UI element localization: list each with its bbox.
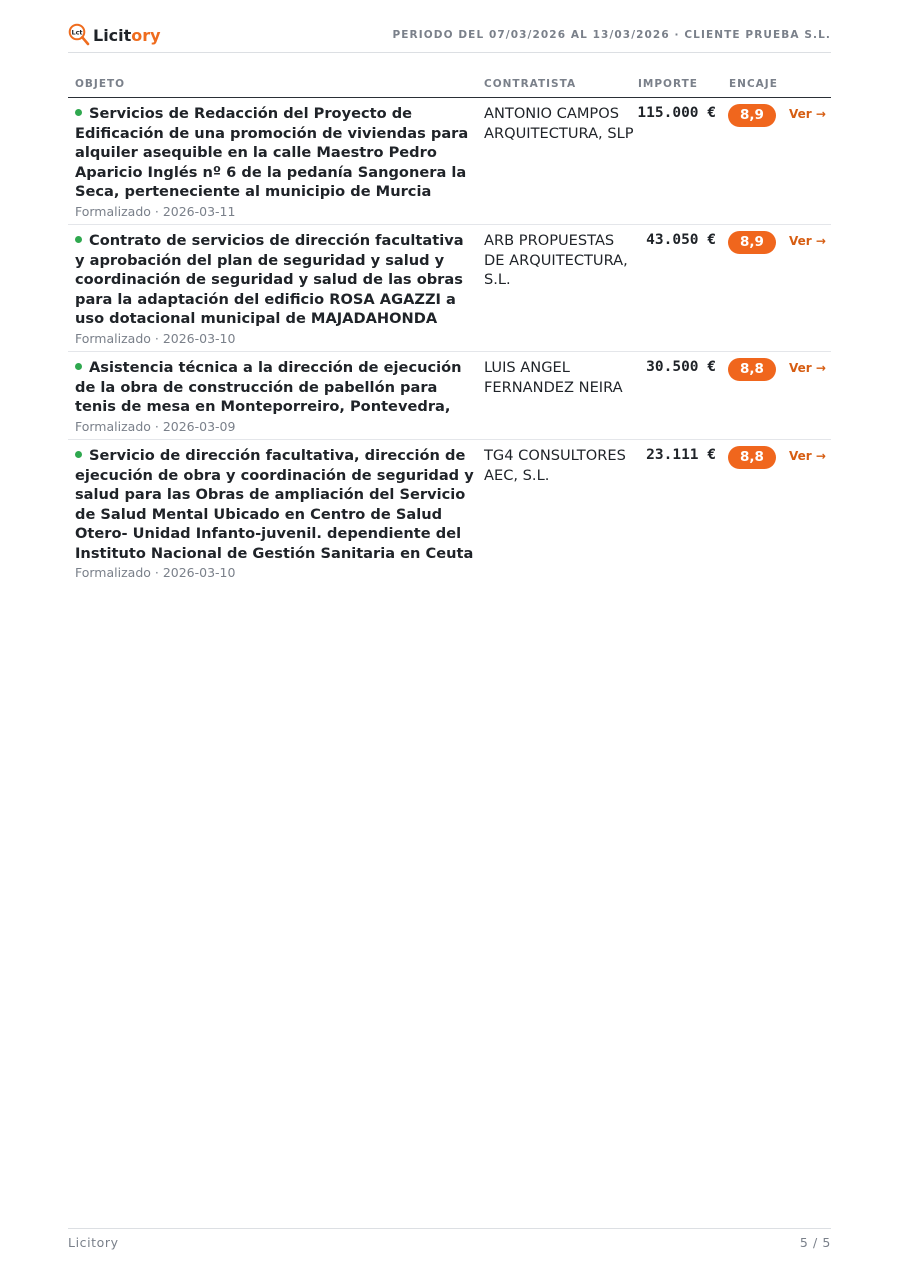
page-number: 5 / 5: [799, 1235, 831, 1250]
report-period: PERIODO DEL 07/03/2026 AL 13/03/2026 · CLIENTE PRUEBA S.L.: [392, 29, 831, 41]
amount-cell: 30.500 €: [646, 359, 716, 375]
column-header-objeto: OBJETO: [75, 78, 126, 90]
table-row: [68, 352, 831, 440]
status-dot-icon: [75, 363, 82, 370]
view-link[interactable]: Ver →: [789, 107, 826, 121]
object-cell: [75, 358, 475, 435]
contractor-cell: ANTONIO CAMPOS ARQUITECTURA, SLP: [484, 105, 634, 142]
contract-title[interactable]: Contrato de servicios de dirección facultativa y aprobación del plan de seguridad y salud y coordinación de seguridad y salud de las obras para la adaptación del edificio ROSA AGAZZI a uso dotacional municipal de MAJADAHONDA: [75, 232, 464, 327]
object-cell: [75, 231, 475, 347]
contract-status-date: Formalizado · 2026-03-10: [75, 565, 236, 580]
fit-score-badge: 8,8: [728, 358, 776, 381]
fit-score-badge: 8,8: [728, 446, 776, 469]
column-header-importe: IMPORTE: [638, 78, 698, 90]
page-header: [68, 22, 831, 53]
object-cell: [75, 104, 475, 220]
contract-title[interactable]: Servicios de Redacción del Proyecto de Edificación de una promoción de viviendas para alquiler asequible en la calle Maestro Pedro Aparicio Inglés nº 6 de la pedanía Sangonera la Seca, perteneciente al municipio de Murcia: [75, 105, 469, 200]
table-row: [68, 225, 831, 352]
table-row: [68, 440, 831, 586]
column-header-encaje: ENCAJE: [729, 78, 778, 90]
fit-score-badge: 8,9: [728, 104, 776, 127]
fit-score-cell: [728, 446, 776, 469]
brand-name: Licitory: [93, 25, 161, 45]
magnifier-logo-icon: [68, 23, 90, 47]
view-link[interactable]: Ver →: [789, 234, 826, 248]
amount-cell: 23.111 €: [646, 447, 716, 463]
column-header-contratista: CONTRATISTA: [484, 78, 577, 90]
contractor-cell: LUIS ANGEL FERNANDEZ NEIRA: [484, 359, 623, 396]
amount-cell: 43.050 €: [646, 232, 716, 248]
contractor-cell: TG4 CONSULTORES AEC, S.L.: [484, 447, 626, 484]
brand-logo[interactable]: [68, 22, 161, 48]
view-link[interactable]: Ver →: [789, 361, 826, 375]
amount-cell: 115.000 €: [637, 105, 716, 121]
contract-title[interactable]: Servicio de dirección facultativa, dirección de ejecución de obra y coordinación de seguridad y salud para las Obras de ampliación del Servicio de Salud Mental Ubicado en Centro de Salud Otero- Unidad Infanto-juvenil. dependiente del Instituto Nacional de Gestión Sanitaria en Ceuta: [75, 447, 474, 562]
status-dot-icon: [75, 451, 82, 458]
contract-status-date: Formalizado · 2026-03-10: [75, 330, 236, 346]
footer-brand: Licitory: [68, 1235, 119, 1250]
page-footer: [68, 1228, 831, 1259]
contractor-cell: ARB PROPUESTAS DE ARQUITECTURA, S.L.: [484, 232, 628, 288]
fit-score-badge: 8,9: [728, 231, 776, 254]
awards-table: [68, 72, 831, 586]
status-dot-icon: [75, 236, 82, 243]
fit-score-cell: [728, 104, 776, 127]
status-dot-icon: [75, 109, 82, 116]
table-row: [68, 98, 831, 225]
contract-title[interactable]: Asistencia técnica a la dirección de ejecución de la obra de construcción de pabellón para tenis de mesa en Monteporreiro, Pontevedra,: [75, 359, 462, 415]
contract-status-date: Formalizado · 2026-03-09: [75, 418, 236, 434]
fit-score-cell: [728, 358, 776, 381]
view-link[interactable]: Ver →: [789, 449, 826, 463]
object-cell: [75, 446, 475, 581]
svg-text:Lct: Lct: [71, 28, 83, 37]
fit-score-cell: [728, 231, 776, 254]
contract-status-date: Formalizado · 2026-03-11: [75, 203, 236, 219]
table-header: [68, 72, 831, 98]
